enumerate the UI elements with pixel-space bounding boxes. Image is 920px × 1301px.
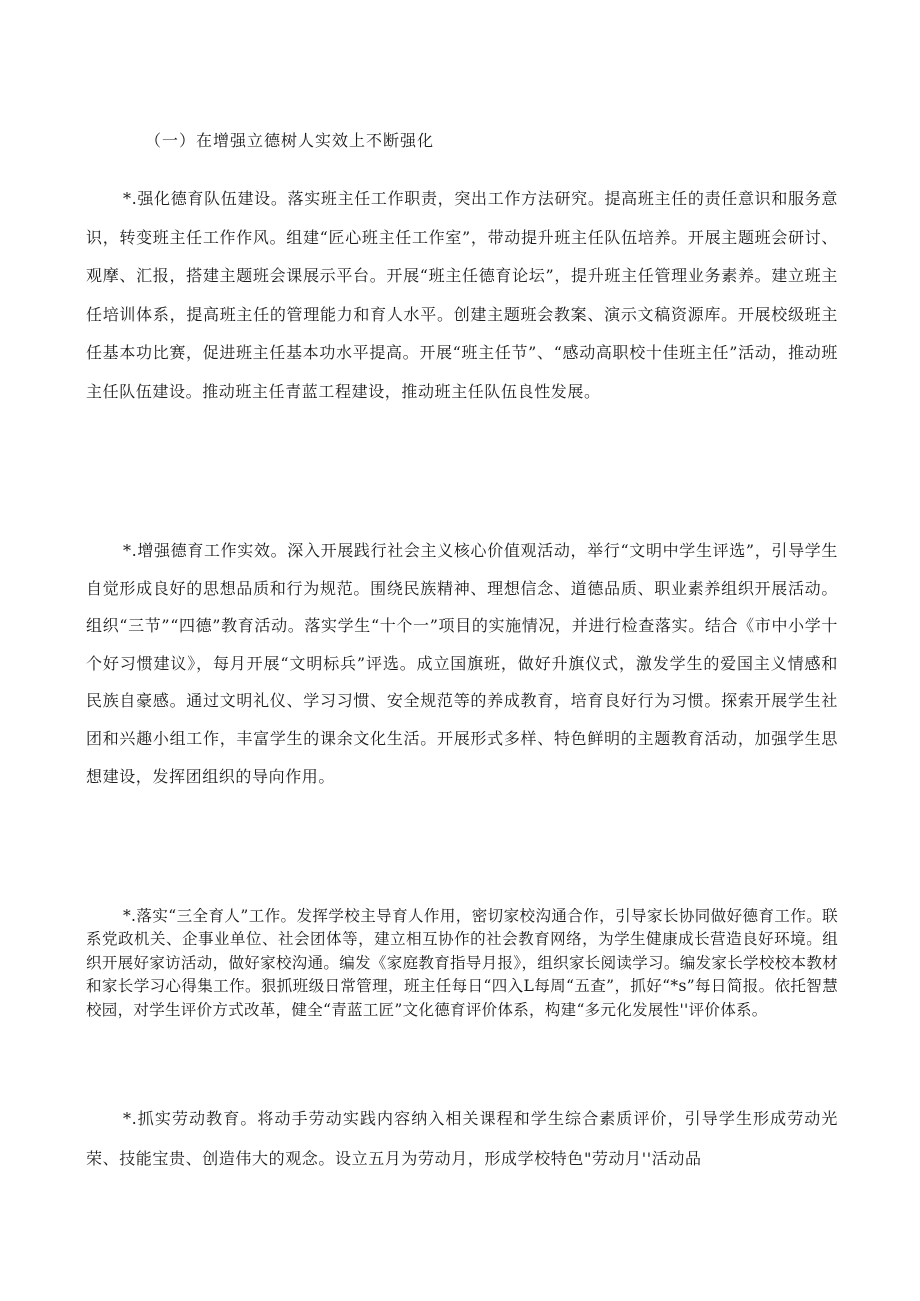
section-heading: （一）在增强立德树人实效上不断强化 [145,131,435,150]
paragraph-moral-effect: *.增强德育工作实效。深入开展践行社会主义核心价值观活动，举行“文明中学生评选”，引导学生自觉形成良好的思想品质和行为规范。围绕民族精神、理想信念、道德品质、职业素养组织开展活动。组织“三节”“四德”教育活动。落实学生“十个一”项目的实施情况，并进行检查落实。结合《市中小学十个好习惯建议》，每月开展“文明标兵”评选。成立国旗班，做好升旗仪式，激发学生的爱国主义情感和民族自豪感。通过文明礼仪、学习习惯、安全规范等的养成教育，培育良好行为习惯。探索开展学生社团和兴趣小组工作，丰富学生的课余文化生活。开展形式多样、特色鲜明的主题教育活动，加强学生思想建设，发挥团组织的导向作用。 [86,541,838,786]
paragraph-labor-education: *.抓实劳动教育。将动手劳动实践内容纳入相关课程和学生综合素质评价，引导学生形成劳动光荣、技能宝贵、创造伟大的观念。设立五月为劳动月，形成学校特色"劳动月''活动品 [86,1109,838,1168]
paragraph-three-education: *.落实“三全育人”工作。发挥学校主导育人作用，密切家校沟通合作，引导家长协同做好德育工作。联系党政机关、企事业单位、社会团体等，建立相互协作的社会教育网络，为学生健康成长营造良好环境。组织开展好家访活动，做好家校沟通。编发《家庭教育指导月报》，组织家长阅读学习。编发家长学校校本教材和家长学习心得集工作。狠抓班级日常管理，班主任每日“四入L每周“五查”，抓好“*s”每日简报。依托智慧校园，对学生评价方式改革，健全“青蓝工匠”文化德育评价体系，构建“多元化发展性''评价体系。 [86,907,838,1019]
paragraph-moral-team: *.强化德育队伍建设。落实班主任工作职责，突出工作方法研究。提高班主任的责任意识和服务意识，转变班主任工作作风。组建“匠心班主任工作室”，带动提升班主任队伍培养。开展主题班会研讨、观摩、汇报，搭建主题班会课展示平台。开展“班主任德育论坛”，提升班主任管理业务素养。建立班主任培训体系，提高班主任的管理能力和育人水平。创建主题班会教案、演示文稿资源库。开展校级班主任基本功比赛，促进班主任基本功水平提高。开展“班主任节”、“感动高职校十佳班主任”活动，推动班主任队伍建设。推动班主任青蓝工程建设，推动班主任队伍良性发展。 [86,189,838,401]
